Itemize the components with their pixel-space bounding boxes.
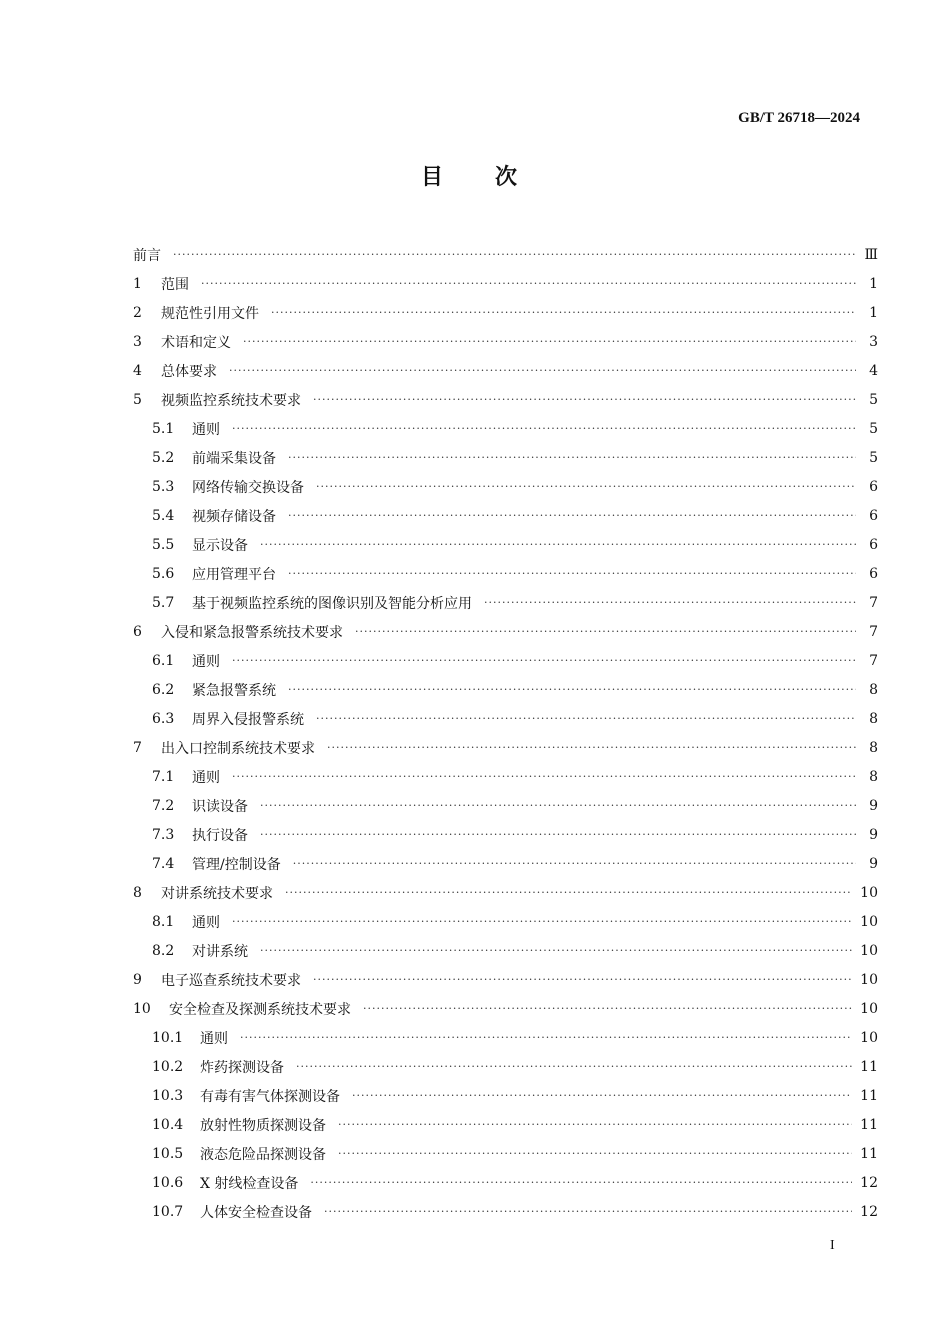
toc-entry-label: 液态危险品探测设备	[200, 1146, 326, 1163]
standard-number: GB/T 26718—2024	[738, 110, 860, 126]
toc-entry[interactable]	[133, 878, 878, 907]
toc-entry-page: 10	[860, 971, 878, 988]
toc-entry-page: 10	[860, 942, 878, 959]
toc-entry[interactable]	[133, 936, 878, 965]
dot-leader	[338, 1147, 852, 1160]
dot-leader	[352, 1089, 852, 1102]
toc-entry-page: 4	[869, 362, 878, 379]
toc-entry-number: 5.7	[152, 594, 175, 611]
toc-entry[interactable]	[133, 1110, 878, 1139]
toc-entry-label: 有毒有害气体探测设备	[200, 1088, 340, 1105]
toc-entry[interactable]	[133, 414, 878, 443]
toc-entry-label: 基于视频监控系统的图像识别及智能分析应用	[192, 595, 472, 612]
dot-leader	[271, 306, 856, 319]
dot-leader	[316, 712, 856, 725]
dot-leader	[316, 480, 856, 493]
toc-entry-label: 周界入侵报警系统	[192, 711, 304, 728]
toc-entry-number: 9	[133, 971, 142, 988]
toc-entry-label: 炸药探测设备	[200, 1059, 284, 1076]
toc-entry-label: 识读设备	[192, 798, 248, 815]
toc-entry-label: 通则	[200, 1030, 228, 1047]
dot-leader	[484, 596, 856, 609]
toc-entry[interactable]	[133, 791, 878, 820]
toc-entry-label: 通则	[192, 769, 220, 786]
toc-entry-page: 9	[869, 797, 878, 814]
toc-entry-label: 网络传输交换设备	[192, 479, 304, 496]
dot-leader	[260, 538, 856, 551]
toc-entry-page: 8	[869, 768, 878, 785]
toc-entry[interactable]	[133, 298, 878, 327]
toc-entry-number: 3	[133, 333, 142, 350]
toc-entry[interactable]	[133, 704, 878, 733]
toc-entry-page: 1	[869, 304, 878, 321]
dot-leader	[355, 625, 856, 638]
toc-entry-page: 7	[869, 594, 878, 611]
toc-entry-number: 10.6	[152, 1174, 184, 1191]
toc-entry-label: 视频存储设备	[192, 508, 276, 525]
toc-entry-label: 对讲系统技术要求	[161, 885, 273, 902]
toc-entry-label: 电子巡查系统技术要求	[161, 972, 301, 989]
toc-entry-number: 10.7	[152, 1203, 184, 1220]
toc-entry-label: 放射性物质探测设备	[200, 1117, 326, 1134]
toc-entry-number: 5.3	[152, 478, 175, 495]
toc-entry-label: 总体要求	[161, 363, 217, 380]
toc-entry[interactable]	[133, 907, 878, 936]
dot-leader	[232, 654, 856, 667]
dot-leader	[260, 944, 852, 957]
toc-entry[interactable]	[133, 1168, 878, 1197]
toc-entry-number: 10.3	[152, 1087, 184, 1104]
dot-leader	[288, 683, 856, 696]
toc-entry-page: 6	[869, 536, 878, 553]
dot-leader	[363, 1002, 852, 1015]
toc-entry-page: 5	[869, 449, 878, 466]
dot-leader	[310, 1176, 852, 1189]
toc-entry-page: 10	[860, 884, 878, 901]
toc-entry-number: 7.3	[152, 826, 175, 843]
toc-entry[interactable]	[133, 675, 878, 704]
toc-entry[interactable]	[133, 269, 878, 298]
dot-leader	[313, 393, 856, 406]
toc-entry-number: 5	[133, 391, 142, 408]
dot-leader	[293, 857, 856, 870]
toc-entry-number: 10.5	[152, 1145, 184, 1162]
toc-entry-number: 6	[133, 623, 142, 640]
toc-entry[interactable]	[133, 762, 878, 791]
toc-entry-page: 9	[869, 855, 878, 872]
toc-entry-page: 10	[860, 913, 878, 930]
toc-entry-page: 11	[860, 1145, 878, 1162]
toc-entry-number: 8	[133, 884, 142, 901]
toc-entry-page: 9	[869, 826, 878, 843]
toc-entry-page: 10	[860, 1029, 878, 1046]
toc-entry-number: 10.2	[152, 1058, 184, 1075]
toc-entry-number: 6.1	[152, 652, 175, 669]
toc-entry-label: 通则	[192, 421, 220, 438]
table-of-contents	[133, 240, 878, 1226]
toc-entry-page: Ⅲ	[864, 246, 878, 263]
toc-entry-page: 1	[869, 275, 878, 292]
toc-entry-number: 8.1	[152, 913, 175, 930]
toc-entry[interactable]	[133, 820, 878, 849]
toc-entry-label: 人体安全检查设备	[200, 1204, 312, 1221]
toc-entry-number: 6.2	[152, 681, 175, 698]
dot-leader	[173, 248, 856, 261]
toc-entry[interactable]	[133, 385, 878, 414]
toc-entry-label: 通则	[192, 653, 220, 670]
toc-entry-page: 12	[860, 1203, 878, 1220]
page-title: 目次	[420, 164, 569, 190]
toc-entry-number: 10	[133, 1000, 151, 1017]
toc-entry-number: 7	[133, 739, 142, 756]
toc-entry-number: 10.1	[152, 1029, 184, 1046]
toc-entry-page: 6	[869, 507, 878, 524]
toc-entry[interactable]	[133, 501, 878, 530]
toc-entry-label: 规范性引用文件	[161, 305, 259, 322]
toc-entry-label: 前言	[133, 247, 161, 264]
toc-entry[interactable]	[133, 356, 878, 385]
dot-leader	[285, 886, 852, 899]
toc-entry[interactable]	[133, 965, 878, 994]
toc-entry-number: 7.1	[152, 768, 175, 785]
toc-entry[interactable]	[133, 849, 878, 878]
toc-entry[interactable]	[133, 327, 878, 356]
dot-leader	[338, 1118, 852, 1131]
toc-entry-number: 6.3	[152, 710, 175, 727]
toc-entry-page: 8	[869, 710, 878, 727]
toc-entry-number: 4	[133, 362, 142, 379]
toc-entry-label: 范围	[161, 276, 189, 293]
toc-entry-label: 视频监控系统技术要求	[161, 392, 301, 409]
toc-entry[interactable]	[133, 559, 878, 588]
dot-leader	[288, 567, 856, 580]
dot-leader	[243, 335, 856, 348]
toc-entry-number: 5.5	[152, 536, 175, 553]
toc-entry[interactable]	[133, 1023, 878, 1052]
toc-entry-page: 3	[869, 333, 878, 350]
dot-leader	[288, 509, 856, 522]
toc-entry-number: 2	[133, 304, 142, 321]
toc-entry-page: 5	[869, 391, 878, 408]
toc-entry-label: 管理/控制设备	[192, 856, 281, 873]
toc-entry-label: 术语和定义	[161, 334, 231, 351]
toc-entry-label: 执行设备	[192, 827, 248, 844]
dot-leader	[232, 422, 856, 435]
toc-entry-number: 7.4	[152, 855, 175, 872]
toc-entry-number: 5.1	[152, 420, 175, 437]
toc-entry-page: 6	[869, 565, 878, 582]
dot-leader	[327, 741, 856, 754]
dot-leader	[240, 1031, 852, 1044]
toc-entry-number: 5.2	[152, 449, 175, 466]
toc-entry[interactable]	[133, 1081, 878, 1110]
toc-entry-number: 1	[133, 275, 142, 292]
toc-entry-page: 7	[869, 652, 878, 669]
dot-leader	[232, 915, 852, 928]
toc-entry[interactable]	[133, 733, 878, 762]
dot-leader	[288, 451, 856, 464]
toc-entry[interactable]	[133, 1139, 878, 1168]
toc-entry-number: 7.2	[152, 797, 175, 814]
toc-entry[interactable]	[133, 646, 878, 675]
toc-entry-label: 安全检查及探测系统技术要求	[169, 1001, 351, 1018]
toc-entry-label: 出入口控制系统技术要求	[161, 740, 315, 757]
toc-entry[interactable]	[133, 588, 878, 617]
toc-entry-page: 5	[869, 420, 878, 437]
dot-leader	[324, 1205, 852, 1218]
toc-entry-page: 11	[860, 1116, 878, 1133]
dot-leader	[260, 799, 856, 812]
toc-entry-label: 应用管理平台	[192, 566, 276, 583]
dot-leader	[232, 770, 856, 783]
toc-entry-page: 8	[869, 681, 878, 698]
toc-entry[interactable]	[133, 1197, 878, 1226]
toc-entry-number: 5.4	[152, 507, 175, 524]
dot-leader	[260, 828, 856, 841]
toc-entry-label: X 射线检查设备	[200, 1175, 299, 1192]
toc-entry[interactable]	[133, 472, 878, 501]
toc-entry-label: 入侵和紧急报警系统技术要求	[161, 624, 343, 641]
dot-leader	[313, 973, 852, 986]
toc-entry-page: 8	[869, 739, 878, 756]
dot-leader	[296, 1060, 852, 1073]
page-folio: I	[830, 1238, 835, 1253]
toc-entry-label: 前端采集设备	[192, 450, 276, 467]
toc-entry[interactable]	[133, 1052, 878, 1081]
toc-entry-page: 11	[860, 1058, 878, 1075]
toc-entry[interactable]	[133, 994, 878, 1023]
toc-entry-page: 11	[860, 1087, 878, 1104]
toc-entry-page: 6	[869, 478, 878, 495]
toc-entry-page: 10	[860, 1000, 878, 1017]
toc-entry-number: 10.4	[152, 1116, 184, 1133]
toc-entry-number: 5.6	[152, 565, 175, 582]
toc-entry-page: 12	[860, 1174, 878, 1191]
toc-entry[interactable]	[133, 530, 878, 559]
dot-leader	[201, 277, 856, 290]
toc-entry[interactable]	[133, 443, 878, 472]
toc-entry[interactable]	[133, 240, 878, 269]
toc-entry-number: 8.2	[152, 942, 175, 959]
toc-entry[interactable]	[133, 617, 878, 646]
toc-entry-label: 通则	[192, 914, 220, 931]
toc-entry-label: 显示设备	[192, 537, 248, 554]
toc-entry-label: 紧急报警系统	[192, 682, 276, 699]
toc-entry-page: 7	[869, 623, 878, 640]
dot-leader	[229, 364, 856, 377]
toc-entry-label: 对讲系统	[192, 943, 248, 960]
